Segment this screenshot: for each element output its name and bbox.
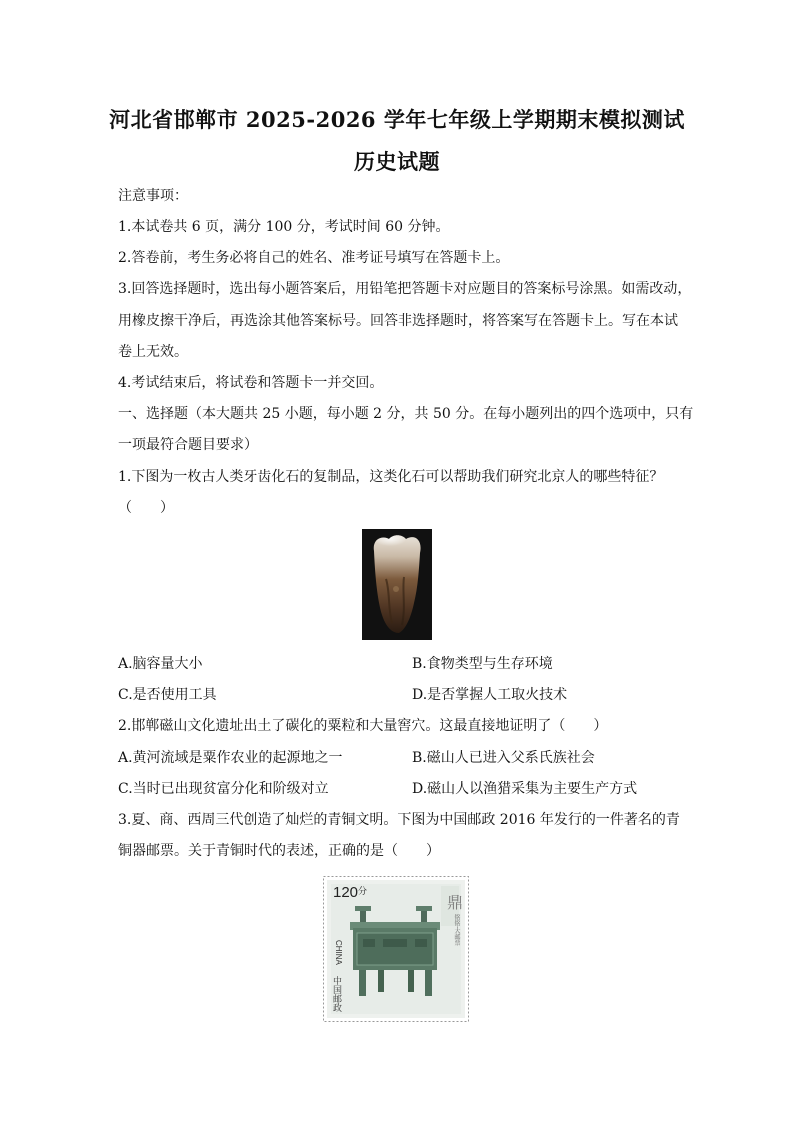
bronze-ding-stamp-image [323,876,469,1022]
question-2-option-d[interactable]: D.磁山人以渔猎采集为主要生产方式 [412,781,638,797]
question-2-option-a[interactable]: A.黄河流域是粟作农业的起源地之一 [118,750,343,766]
stamp-value: 120 [333,884,359,901]
tooth-fossil-image [362,529,432,640]
notice-heading: 注意事项： [118,188,188,204]
stamp-country: CHINA [334,940,343,965]
question-2-stem: 2.邯郸磁山文化遗址出土了碳化的粟粒和大量窖穴。这最直接地证明了（ ） [118,718,608,734]
question-1-option-d[interactable]: D.是否掌握人工取火技术 [412,687,568,703]
notice-item: 1.本试卷共 6 页，满分 100 分，考试时间 60 分钟。 [118,219,450,235]
question-1-stem: 1.下图为一枚古人类牙齿化石的复制品，这类化石可以帮助我们研究北京人的哪些特征？ [118,469,664,485]
section-heading-cont: 一项最符合题目要求） [118,437,258,453]
question-3-stem-cont: 铜器邮票。关于青铜时代的表述，正确的是（ ） [118,843,440,859]
question-1-blank: （ ） [118,500,174,516]
section-heading: 一、选择题（本大题共 25 小题，每小题 2 分，共 50 分。在每小题列出的四个选项中，只有 [118,406,694,422]
question-1-option-b[interactable]: B.食物类型与生存环境 [412,656,553,672]
question-3-stem: 3.夏、商、西周三代创造了灿烂的青铜文明。下图为中国邮政 2016 年发行的一件著名的青 [118,812,680,828]
question-2-option-c[interactable]: C.当时已出现贫富分化和阶级对立 [118,781,329,797]
notice-item: 3.回答选择题时，选出每小题答案后，用铅笔把答题卡对应题目的答案标号涂黑。如需改动， [118,281,692,297]
stamp-subcaption: 铭铭·大邮票 [453,914,460,946]
stamp-caption: 鼎 [447,893,464,912]
question-1-option-a[interactable]: A.脑容量大小 [118,656,203,672]
notice-item: 用橡皮擦干净后，再选涂其他答案标号。回答非选择题时，将答案写在答题卡上。写在本试 [118,313,678,329]
stamp-unit: 分 [358,886,368,896]
question-2-option-b[interactable]: B.磁山人已进入父系氏族社会 [412,750,595,766]
exam-subject-title: 历史试题 [354,149,440,174]
notice-item: 4.考试结束后，将试卷和答题卡一并交回。 [118,375,384,391]
question-1-option-c[interactable]: C.是否使用工具 [118,687,217,703]
stamp-post-name: 中国邮政 [331,976,341,1012]
notice-item: 2.答卷前，考生务必将自己的姓名、准考证号填写在答题卡上。 [118,250,510,266]
notice-item: 卷上无效。 [118,344,188,360]
exam-title: 河北省邯郸市 2025-2026 学年七年级上学期期末模拟测试 [109,107,685,132]
